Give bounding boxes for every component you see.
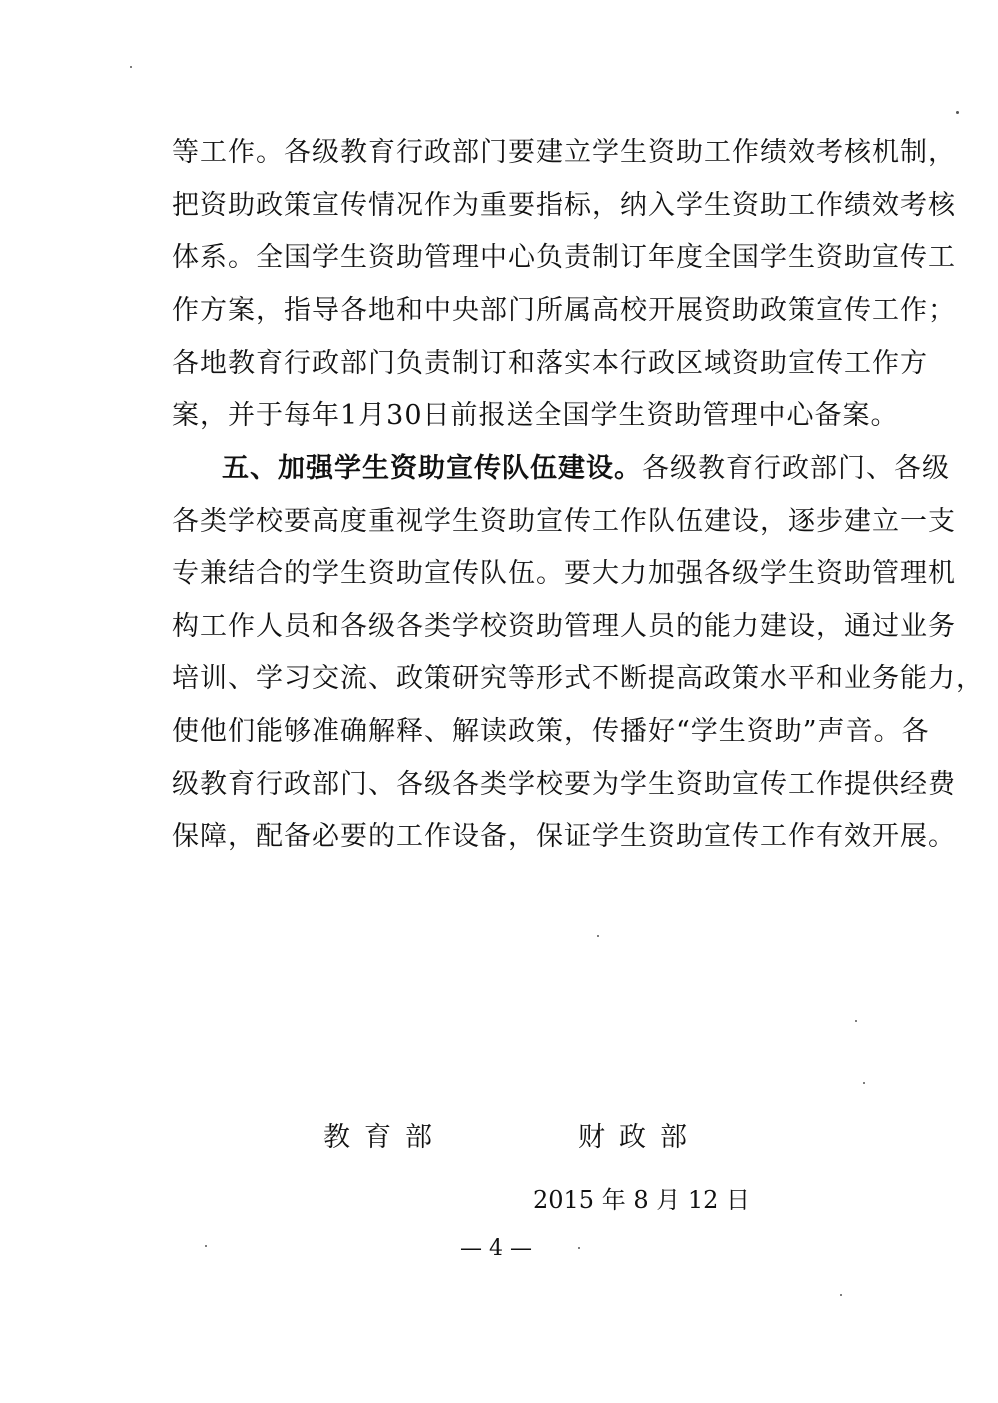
signatory-ministry-of-finance: 财政部	[578, 1122, 701, 1153]
section-5-heading: 五、加强学生资助宣传队伍建设。	[222, 453, 642, 484]
paragraph-line: 专兼结合的学生资助宣传队伍。要大力加强各级学生资助管理机	[172, 558, 956, 589]
scan-speck	[578, 1247, 580, 1249]
paragraph-line: 培训、学习交流、政策研究等形式不断提高政策水平和业务能力，	[172, 663, 984, 694]
scan-speck	[597, 935, 599, 937]
scan-speck	[840, 1294, 842, 1296]
section-5-first-line-text: 各级教育行政部门、各级	[642, 453, 950, 484]
paragraph-line: 使他们能够准确解释、解读政策，传播好“学生资助”声音。各	[172, 716, 930, 747]
scan-speck	[130, 66, 132, 68]
section-5-first-line	[222, 449, 950, 489]
scan-speck	[863, 1082, 865, 1084]
scan-speck	[956, 111, 959, 114]
paragraph-line: 等工作。各级教育行政部门要建立学生资助工作绩效考核机制，	[172, 137, 956, 168]
signatory-ministry-of-education: 教育部	[323, 1122, 446, 1153]
scan-speck	[855, 1020, 857, 1022]
document-date: 2015 年 8 月 12 日	[533, 1186, 751, 1214]
paragraph-line: 各类学校要高度重视学生资助宣传工作队伍建设，逐步建立一支	[172, 506, 956, 537]
paragraph-line: 各地教育行政部门负责制订和落实本行政区域资助宣传工作方	[172, 348, 928, 379]
paragraph-line: 级教育行政部门、各级各类学校要为学生资助宣传工作提供经费	[172, 769, 956, 800]
paragraph-line: 构工作人员和各级各类学校资助管理人员的能力建设，通过业务	[172, 611, 956, 642]
scan-speck	[205, 1245, 207, 1247]
page-number: — 4 —	[460, 1236, 532, 1261]
paragraph-line: 体系。全国学生资助管理中心负责制订年度全国学生资助宣传工	[172, 242, 956, 273]
paragraph-line: 作方案，指导各地和中央部门所属高校开展资助政策宣传工作；	[172, 295, 956, 326]
paragraph-line: 保障，配备必要的工作设备，保证学生资助宣传工作有效开展。	[172, 821, 956, 852]
paragraph-line: 把资助政策宣传情况作为重要指标，纳入学生资助工作绩效考核	[172, 190, 956, 221]
paragraph-line: 案，并于每年1月30日前报送全国学生资助管理中心备案。	[172, 400, 899, 431]
